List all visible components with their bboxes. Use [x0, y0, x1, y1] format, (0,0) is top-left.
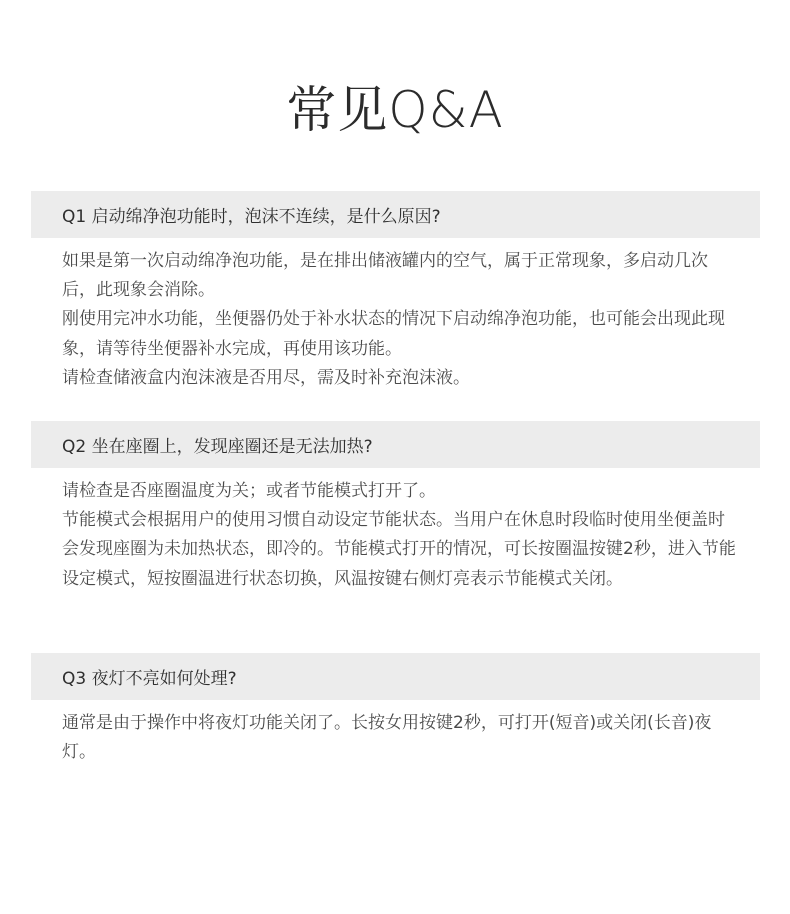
- faq-answer: [31, 468, 760, 594]
- answer-paragraph: 节能模式会根据用户的使用习惯自动设定节能状态。当用户在休息时段临时使用坐便盖时会发现座圈为未加热状态，即冷的。节能模式打开的情况，可长按圈温按键2秒，进入节能设定模式，短按圈温进行状态切换，风温按键右侧灯亮表示节能模式关闭。: [62, 510, 736, 589]
- answer-paragraph: 通常是由于操作中将夜灯功能关闭了。长按女用按键2秒，可打开(短音)或关闭(长音)夜灯。: [62, 713, 712, 763]
- faq-question: Q1 启动绵净泡功能时，泡沫不连续，是什么原因?: [31, 191, 760, 238]
- page-title: 常见Q&A: [286, 81, 504, 139]
- answer-paragraph: 请检查是否座圈温度为关；或者节能模式打开了。: [62, 481, 436, 501]
- answer-paragraph: 请检查储液盒内泡沫液是否用尽，需及时补充泡沫液。: [62, 367, 470, 388]
- faq-question: Q2 坐在座圈上，发现座圈还是无法加热?: [31, 421, 760, 468]
- faq-item-q2: [31, 421, 760, 594]
- faq-item-q1: [31, 191, 760, 393]
- faq-item-q3: [31, 653, 760, 767]
- faq-answer: [31, 700, 760, 767]
- faq-question: Q3 夜灯不亮如何处理?: [31, 653, 760, 700]
- answer-paragraph: 如果是第一次启动绵净泡功能，是在排出储液罐内的空气，属于正常现象，多启动几次后，此现象会消除。: [62, 251, 708, 301]
- faq-answer: [31, 238, 760, 393]
- answer-paragraph: 刚使用完冲水功能，坐便器仍处于补水状态的情况下启动绵净泡功能，也可能会出现此现象，请等待坐便器补水完成，再使用该功能。: [62, 309, 725, 359]
